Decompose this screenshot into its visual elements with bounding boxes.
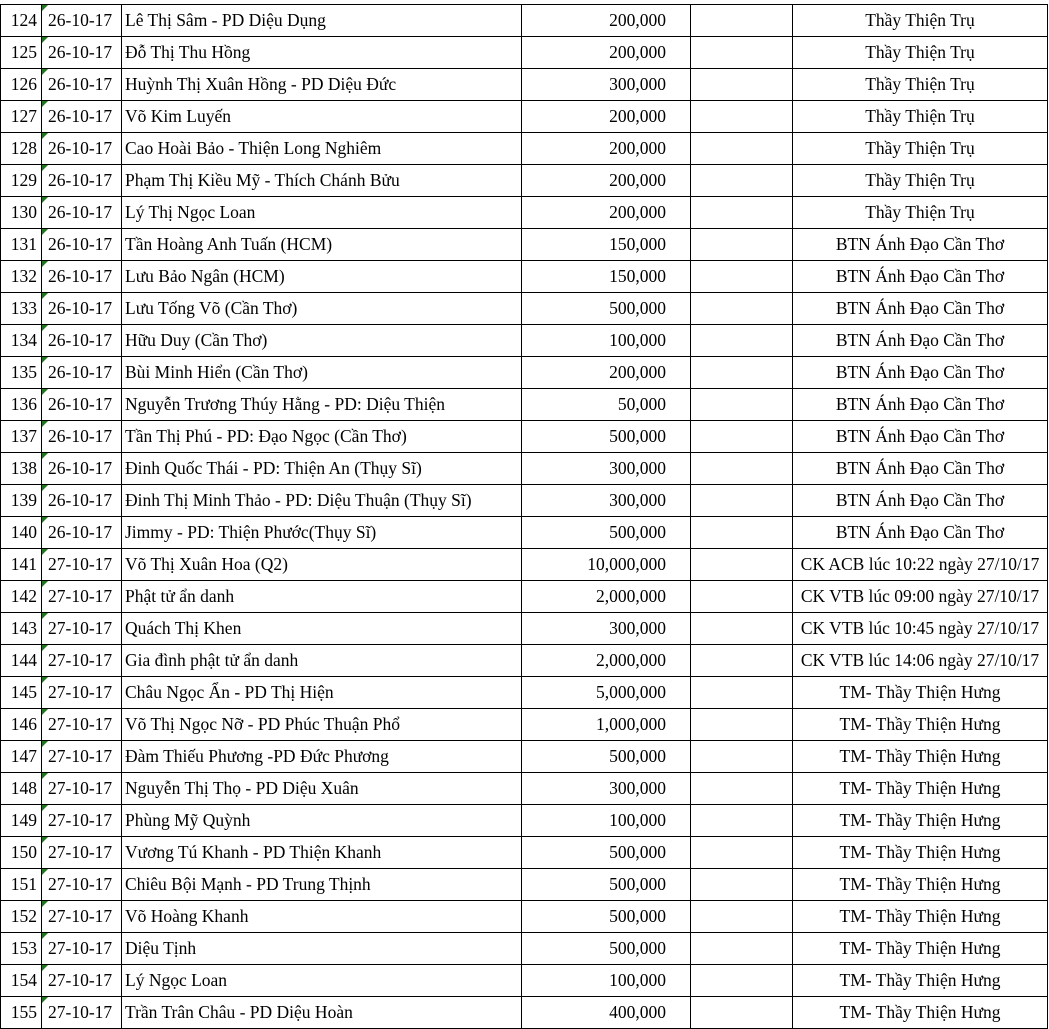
cell-empty[interactable] [691,165,793,197]
cell-donor-name[interactable]: Gia đình phật tử ẩn danh [122,645,522,677]
cell-note[interactable]: TM- Thầy Thiện Hưng [793,741,1048,773]
cell-date-text: 27-10-17 [48,906,113,926]
cell-empty[interactable] [691,549,793,581]
cell-empty[interactable] [691,37,793,69]
cell-date[interactable] [42,517,122,549]
cell-donor-name[interactable]: Lý Thị Ngọc Loan [122,197,522,229]
cell-comment-indicator-icon [42,165,48,171]
cell-empty[interactable] [691,773,793,805]
cell-empty[interactable] [691,581,793,613]
cell-row-number[interactable]: 133 [1,293,42,325]
table-row [1,677,1048,709]
cell-date-text: 26-10-17 [48,298,113,318]
cell-empty[interactable] [691,197,793,229]
cell-amount[interactable]: 200,000 [522,5,691,37]
cell-comment-indicator-icon [42,709,48,715]
cell-date-text: 26-10-17 [48,42,113,62]
cell-donor-name[interactable]: Huỳnh Thị Xuân Hồng - PD Diệu Đức [122,69,522,101]
cell-date[interactable] [42,325,122,357]
cell-empty[interactable] [691,645,793,677]
cell-note[interactable]: Thầy Thiện Trụ [793,165,1048,197]
cell-note[interactable]: Thầy Thiện Trụ [793,69,1048,101]
cell-donor-name[interactable]: Lưu Bảo Ngân (HCM) [122,261,522,293]
table-row [1,549,1048,581]
cell-date-text: 26-10-17 [48,170,113,190]
cell-comment-indicator-icon [42,421,48,427]
table-row [1,869,1048,901]
cell-empty[interactable] [691,453,793,485]
cell-date-text: 26-10-17 [48,138,113,158]
cell-donor-name[interactable]: Đàm Thiếu Phương -PD Đức Phương [122,741,522,773]
cell-amount[interactable]: 10,000,000 [522,549,691,581]
table-row [1,101,1048,133]
table-row [1,805,1048,837]
cell-row-number[interactable]: 144 [1,645,42,677]
cell-donor-name[interactable]: Võ Hoàng Khanh [122,901,522,933]
cell-amount[interactable]: 1,000,000 [522,709,691,741]
cell-amount[interactable]: 500,000 [522,741,691,773]
cell-row-number[interactable]: 154 [1,965,42,997]
cell-donor-name[interactable]: Cao Hoài Bảo - Thiện Long Nghiêm [122,133,522,165]
cell-amount[interactable]: 2,000,000 [522,645,691,677]
cell-comment-indicator-icon [42,773,48,779]
cell-note[interactable]: TM- Thầy Thiện Hưng [793,805,1048,837]
cell-comment-indicator-icon [42,389,48,395]
cell-row-number[interactable]: 138 [1,453,42,485]
cell-note[interactable]: BTN Ánh Đạo Cần Thơ [793,357,1048,389]
cell-date-text: 27-10-17 [48,842,113,862]
cell-empty[interactable] [691,229,793,261]
cell-date[interactable] [42,453,122,485]
table-row [1,389,1048,421]
cell-date[interactable] [42,197,122,229]
cell-note[interactable]: BTN Ánh Đạo Cần Thơ [793,293,1048,325]
cell-date[interactable] [42,549,122,581]
cell-note[interactable]: Thầy Thiện Trụ [793,101,1048,133]
cell-comment-indicator-icon [42,485,48,491]
table-row [1,933,1048,965]
cell-note[interactable]: BTN Ánh Đạo Cần Thơ [793,453,1048,485]
cell-date-text: 26-10-17 [48,202,113,222]
cell-amount[interactable]: 2,000,000 [522,581,691,613]
cell-empty[interactable] [691,997,793,1029]
cell-row-number[interactable]: 141 [1,549,42,581]
cell-date-text: 26-10-17 [48,426,113,446]
cell-amount[interactable]: 100,000 [522,965,691,997]
cell-note[interactable]: BTN Ánh Đạo Cần Thơ [793,229,1048,261]
table-row [1,517,1048,549]
cell-date[interactable] [42,837,122,869]
table-row [1,773,1048,805]
table-row [1,837,1048,869]
table-row [1,901,1048,933]
cell-date-text: 26-10-17 [48,330,113,350]
cell-date-text: 26-10-17 [48,362,113,382]
cell-comment-indicator-icon [42,261,48,267]
cell-note[interactable]: TM- Thầy Thiện Hưng [793,677,1048,709]
cell-donor-name[interactable]: Phùng Mỹ Quỳnh [122,805,522,837]
table-row [1,229,1048,261]
cell-donor-name[interactable]: Lý Ngọc Loan [122,965,522,997]
cell-row-number[interactable]: 149 [1,805,42,837]
cell-row-number[interactable]: 150 [1,837,42,869]
cell-date-text: 26-10-17 [48,522,113,542]
cell-empty[interactable] [691,325,793,357]
cell-date[interactable] [42,293,122,325]
cell-empty[interactable] [691,837,793,869]
cell-row-number[interactable]: 126 [1,69,42,101]
cell-row-number[interactable]: 145 [1,677,42,709]
cell-date-text: 26-10-17 [48,458,113,478]
cell-date[interactable] [42,613,122,645]
cell-donor-name[interactable]: Bùi Minh Hiển (Cần Thơ) [122,357,522,389]
cell-row-number[interactable]: 153 [1,933,42,965]
cell-note[interactable]: Thầy Thiện Trụ [793,37,1048,69]
table-row [1,613,1048,645]
table-row [1,709,1048,741]
cell-date[interactable] [42,581,122,613]
cell-comment-indicator-icon [42,133,48,139]
cell-empty[interactable] [691,293,793,325]
cell-date[interactable] [42,965,122,997]
cell-note[interactable]: TM- Thầy Thiện Hưng [793,933,1048,965]
cell-row-number[interactable]: 151 [1,869,42,901]
cell-date[interactable] [42,357,122,389]
cell-date-text: 27-10-17 [48,970,113,990]
cell-note[interactable]: BTN Ánh Đạo Cần Thơ [793,517,1048,549]
cell-row-number[interactable]: 129 [1,165,42,197]
cell-donor-name[interactable]: Nguyễn Thị Thọ - PD Diệu Xuân [122,773,522,805]
cell-amount[interactable]: 150,000 [522,261,691,293]
cell-date[interactable] [42,901,122,933]
cell-row-number[interactable]: 134 [1,325,42,357]
cell-amount[interactable]: 300,000 [522,773,691,805]
cell-note[interactable]: CK VTB lúc 10:45 ngày 27/10/17 [793,613,1048,645]
cell-date-text: 27-10-17 [48,1002,113,1022]
cell-date[interactable] [42,165,122,197]
cell-amount[interactable]: 5,000,000 [522,677,691,709]
cell-amount[interactable]: 500,000 [522,901,691,933]
cell-empty[interactable] [691,933,793,965]
cell-empty[interactable] [691,741,793,773]
cell-note[interactable]: Thầy Thiện Trụ [793,133,1048,165]
cell-empty[interactable] [691,677,793,709]
cell-empty[interactable] [691,421,793,453]
cell-date[interactable] [42,997,122,1029]
cell-date-text: 27-10-17 [48,650,113,670]
cell-comment-indicator-icon [42,37,48,43]
donation-table [0,4,1048,1029]
donation-table-body [1,5,1048,1029]
cell-comment-indicator-icon [42,517,48,523]
cell-empty[interactable] [691,805,793,837]
cell-note[interactable]: TM- Thầy Thiện Hưng [793,773,1048,805]
cell-donor-name[interactable]: Châu Ngọc Ẩn - PD Thị Hiện [122,677,522,709]
cell-amount[interactable]: 500,000 [522,517,691,549]
cell-amount[interactable]: 500,000 [522,293,691,325]
cell-comment-indicator-icon [42,933,48,939]
cell-amount[interactable]: 300,000 [522,69,691,101]
table-row [1,645,1048,677]
cell-empty[interactable] [691,965,793,997]
cell-date[interactable] [42,37,122,69]
cell-date[interactable] [42,229,122,261]
cell-amount[interactable]: 300,000 [522,613,691,645]
cell-date[interactable] [42,869,122,901]
cell-date[interactable] [42,773,122,805]
cell-note[interactable]: BTN Ánh Đạo Cần Thơ [793,389,1048,421]
cell-comment-indicator-icon [42,741,48,747]
cell-row-number[interactable]: 124 [1,5,42,37]
cell-empty[interactable] [691,357,793,389]
cell-date-text: 27-10-17 [48,874,113,894]
cell-amount[interactable]: 500,000 [522,933,691,965]
cell-amount[interactable]: 300,000 [522,453,691,485]
cell-row-number[interactable]: 136 [1,389,42,421]
cell-comment-indicator-icon [42,197,48,203]
cell-donor-name[interactable]: Trần Trân Châu - PD Diệu Hoàn [122,997,522,1029]
cell-note[interactable]: BTN Ánh Đạo Cần Thơ [793,325,1048,357]
cell-empty[interactable] [691,133,793,165]
cell-date-text: 26-10-17 [48,394,113,414]
cell-note[interactable]: TM- Thầy Thiện Hưng [793,869,1048,901]
cell-donor-name[interactable]: Vương Tú Khanh - PD Thiện Khanh [122,837,522,869]
cell-empty[interactable] [691,69,793,101]
cell-comment-indicator-icon [42,293,48,299]
cell-donor-name[interactable]: Nguyễn Trương Thúy Hằng - PD: Diệu Thiện [122,389,522,421]
cell-date[interactable] [42,485,122,517]
cell-amount[interactable]: 200,000 [522,101,691,133]
cell-date-text: 26-10-17 [48,234,113,254]
cell-note[interactable]: Thầy Thiện Trụ [793,197,1048,229]
cell-date-text: 27-10-17 [48,746,113,766]
table-row [1,581,1048,613]
cell-comment-indicator-icon [42,453,48,459]
table-row [1,37,1048,69]
cell-note[interactable]: TM- Thầy Thiện Hưng [793,997,1048,1029]
cell-amount[interactable]: 200,000 [522,357,691,389]
cell-date-text: 26-10-17 [48,266,113,286]
cell-note[interactable]: CK ACB lúc 10:22 ngày 27/10/17 [793,549,1048,581]
cell-date[interactable] [42,677,122,709]
cell-row-number[interactable]: 148 [1,773,42,805]
cell-date-text: 26-10-17 [48,106,113,126]
cell-note[interactable]: TM- Thầy Thiện Hưng [793,965,1048,997]
cell-row-number[interactable]: 140 [1,517,42,549]
table-row [1,965,1048,997]
cell-note[interactable]: Thầy Thiện Trụ [793,5,1048,37]
cell-date-text: 27-10-17 [48,810,113,830]
cell-donor-name[interactable]: Võ Kim Luyến [122,101,522,133]
cell-empty[interactable] [691,389,793,421]
cell-donor-name[interactable]: Phật tử ẩn danh [122,581,522,613]
cell-comment-indicator-icon [42,901,48,907]
cell-amount[interactable]: 150,000 [522,229,691,261]
cell-date-text: 27-10-17 [48,586,113,606]
cell-donor-name[interactable]: Võ Thị Xuân Hoa (Q2) [122,549,522,581]
cell-comment-indicator-icon [42,677,48,683]
cell-comment-indicator-icon [42,325,48,331]
table-row [1,261,1048,293]
cell-date-text: 26-10-17 [48,10,113,30]
cell-row-number[interactable]: 127 [1,101,42,133]
cell-row-number[interactable]: 128 [1,133,42,165]
cell-comment-indicator-icon [42,837,48,843]
cell-donor-name[interactable]: Võ Thị Ngọc Nỡ - PD Phúc Thuận Phổ [122,709,522,741]
cell-comment-indicator-icon [42,69,48,75]
cell-empty[interactable] [691,261,793,293]
cell-empty[interactable] [691,613,793,645]
cell-donor-name[interactable]: Lê Thị Sâm - PD Diệu Dụng [122,5,522,37]
cell-note[interactable]: CK VTB lúc 14:06 ngày 27/10/17 [793,645,1048,677]
table-row [1,293,1048,325]
cell-amount[interactable]: 200,000 [522,197,691,229]
table-row [1,325,1048,357]
cell-amount[interactable]: 500,000 [522,869,691,901]
cell-comment-indicator-icon [42,5,48,11]
cell-donor-name[interactable]: Tần Hoàng Anh Tuấn (HCM) [122,229,522,261]
cell-note[interactable]: TM- Thầy Thiện Hưng [793,901,1048,933]
cell-row-number[interactable]: 131 [1,229,42,261]
cell-date-text: 27-10-17 [48,714,113,734]
cell-comment-indicator-icon [42,613,48,619]
table-row [1,133,1048,165]
cell-row-number[interactable]: 130 [1,197,42,229]
cell-row-number[interactable]: 152 [1,901,42,933]
cell-empty[interactable] [691,869,793,901]
cell-date-text: 27-10-17 [48,618,113,638]
cell-row-number[interactable]: 142 [1,581,42,613]
table-row [1,421,1048,453]
cell-comment-indicator-icon [42,869,48,875]
cell-date[interactable] [42,421,122,453]
cell-amount[interactable]: 300,000 [522,485,691,517]
table-row [1,5,1048,37]
cell-row-number[interactable]: 135 [1,357,42,389]
cell-donor-name[interactable]: Hữu Duy (Cần Thơ) [122,325,522,357]
cell-donor-name[interactable]: Chiêu Bội Mạnh - PD Trung Thịnh [122,869,522,901]
table-row [1,741,1048,773]
cell-date[interactable] [42,69,122,101]
cell-row-number[interactable]: 143 [1,613,42,645]
table-row [1,197,1048,229]
cell-date[interactable] [42,261,122,293]
cell-note[interactable]: TM- Thầy Thiện Hưng [793,709,1048,741]
table-row [1,997,1048,1029]
cell-note[interactable]: CK VTB lúc 09:00 ngày 27/10/17 [793,581,1048,613]
cell-date-text: 27-10-17 [48,938,113,958]
cell-note[interactable]: BTN Ánh Đạo Cần Thơ [793,485,1048,517]
table-row [1,69,1048,101]
cell-empty[interactable] [691,5,793,37]
cell-amount[interactable]: 200,000 [522,37,691,69]
table-row [1,165,1048,197]
cell-donor-name[interactable]: Đỗ Thị Thu Hồng [122,37,522,69]
cell-comment-indicator-icon [42,645,48,651]
cell-date[interactable] [42,133,122,165]
table-row [1,485,1048,517]
cell-note[interactable]: BTN Ánh Đạo Cần Thơ [793,421,1048,453]
table-row [1,453,1048,485]
cell-row-number[interactable]: 139 [1,485,42,517]
cell-date-text: 27-10-17 [48,682,113,702]
cell-date[interactable] [42,709,122,741]
cell-date-text: 27-10-17 [48,778,113,798]
cell-row-number[interactable]: 132 [1,261,42,293]
cell-date[interactable] [42,389,122,421]
cell-row-number[interactable]: 125 [1,37,42,69]
cell-comment-indicator-icon [42,997,48,1003]
cell-amount[interactable]: 200,000 [522,133,691,165]
cell-amount[interactable]: 100,000 [522,805,691,837]
cell-empty[interactable] [691,709,793,741]
cell-amount[interactable]: 50,000 [522,389,691,421]
cell-date[interactable] [42,645,122,677]
cell-donor-name[interactable]: Quách Thị Khen [122,613,522,645]
cell-comment-indicator-icon [42,805,48,811]
cell-donor-name[interactable]: Đinh Thị Minh Thảo - PD: Diệu Thuận (Thụy Sĩ) [122,485,522,517]
cell-row-number[interactable]: 155 [1,997,42,1029]
cell-date-text: 26-10-17 [48,490,113,510]
table-row [1,357,1048,389]
cell-empty[interactable] [691,485,793,517]
cell-amount[interactable]: 100,000 [522,325,691,357]
cell-date[interactable] [42,805,122,837]
cell-comment-indicator-icon [42,581,48,587]
cell-amount[interactable]: 400,000 [522,997,691,1029]
cell-donor-name[interactable]: Phạm Thị Kiều Mỹ - Thích Chánh Bửu [122,165,522,197]
cell-amount[interactable]: 500,000 [522,837,691,869]
cell-donor-name[interactable]: Jimmy - PD: Thiện Phước(Thụy Sĩ) [122,517,522,549]
cell-date-text: 26-10-17 [48,74,113,94]
cell-comment-indicator-icon [42,965,48,971]
cell-date[interactable] [42,101,122,133]
cell-donor-name[interactable]: Đinh Quốc Thái - PD: Thiện An (Thụy Sĩ) [122,453,522,485]
cell-amount[interactable]: 200,000 [522,165,691,197]
cell-date[interactable] [42,5,122,37]
cell-row-number[interactable]: 147 [1,741,42,773]
cell-donor-name[interactable]: Lưu Tống Võ (Cần Thơ) [122,293,522,325]
cell-comment-indicator-icon [42,229,48,235]
cell-amount[interactable]: 500,000 [522,421,691,453]
cell-empty[interactable] [691,517,793,549]
cell-row-number[interactable]: 146 [1,709,42,741]
cell-comment-indicator-icon [42,101,48,107]
cell-row-number[interactable]: 137 [1,421,42,453]
cell-comment-indicator-icon [42,549,48,555]
cell-donor-name[interactable]: Tần Thị Phú - PD: Đạo Ngọc (Cần Thơ) [122,421,522,453]
cell-empty[interactable] [691,901,793,933]
cell-date[interactable] [42,741,122,773]
cell-date-text: 27-10-17 [48,554,113,574]
cell-note[interactable]: TM- Thầy Thiện Hưng [793,837,1048,869]
cell-note[interactable]: BTN Ánh Đạo Cần Thơ [793,261,1048,293]
cell-empty[interactable] [691,101,793,133]
cell-comment-indicator-icon [42,357,48,363]
cell-date[interactable] [42,933,122,965]
cell-donor-name[interactable]: Diệu Tịnh [122,933,522,965]
